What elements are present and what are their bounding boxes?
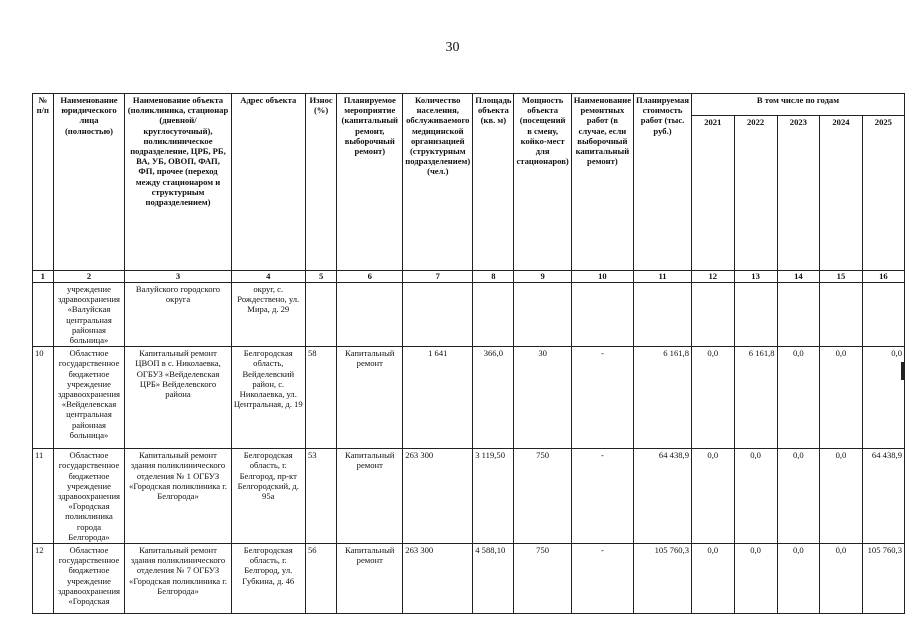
row-number: 12 — [33, 544, 54, 614]
repair-plan-table — [32, 93, 905, 614]
legal-entity: учреждение здравоохранения «Валуйская центральная районная больница» — [53, 283, 125, 347]
object-name: Капитальный ремонт здания поликлинического отделения № 7 ОГБУЗ «Городская поликлиника г. Белгорода» — [125, 544, 231, 614]
header-repair-works: Наименование ремонтных работ (в случае, если выборочный капитальный ремонт) — [571, 94, 633, 271]
column-number: 7 — [403, 271, 473, 283]
column-number: 4 — [231, 271, 305, 283]
planned-event — [337, 283, 403, 347]
header-years-group: В том числе по годам — [692, 94, 905, 116]
column-number: 1 — [33, 271, 54, 283]
cost-2023: 0,0 — [777, 544, 820, 614]
header-planned-cost: Планируемая стоимость работ (тыс. руб.) — [634, 94, 692, 271]
row-number: 10 — [33, 347, 54, 449]
cost-2022: 0,0 — [734, 449, 777, 544]
planned-cost: 6 161,8 — [634, 347, 692, 449]
repair-works — [571, 283, 633, 347]
column-number: 12 — [692, 271, 735, 283]
population: 263 300 — [403, 544, 473, 614]
wear-percent — [305, 283, 336, 347]
object-address: Белгородская область, г. Белгород, пр-кт Белгородский, д. 95а — [231, 449, 305, 544]
column-number: 14 — [777, 271, 820, 283]
column-number: 15 — [820, 271, 863, 283]
column-number: 11 — [634, 271, 692, 283]
column-number: 5 — [305, 271, 336, 283]
cost-2024: 0,0 — [820, 544, 863, 614]
object-address: Белгородская область, Вейделевский район, с. Николаевка, ул. Центральная, д. 19 — [231, 347, 305, 449]
wear-percent: 53 — [305, 449, 336, 544]
cost-2021 — [692, 283, 735, 347]
header-capacity: Мощность объекта (посещений в смену, койко-мест для стационаров) — [514, 94, 571, 271]
header-year-2023: 2023 — [777, 116, 820, 271]
cost-2021: 0,0 — [692, 449, 735, 544]
header-object-name: Наименование объекта (поликлиника, стационар (дневной/круглосуточный), поликлиническое подразделение, ЦРБ, РБ, ВА, УБ, ОВОП, ФАП, ФП, прочее (переход между стационаром и структурным подразделением) — [125, 94, 231, 271]
column-number: 3 — [125, 271, 231, 283]
cost-2021: 0,0 — [692, 544, 735, 614]
planned-event: Капитальный ремонт — [337, 347, 403, 449]
table-row — [33, 449, 905, 544]
header-legal-entity: Наименование юридического лица (полностью) — [53, 94, 125, 271]
cost-2023: 0,0 — [777, 347, 820, 449]
area: 366,0 — [473, 347, 514, 449]
object-address: округ, с. Рождествено, ул. Мира, д. 29 — [231, 283, 305, 347]
cost-2025: 0,0 — [862, 347, 904, 449]
header-area: Площадь объекта (кв. м) — [473, 94, 514, 271]
planned-cost: 105 760,3 — [634, 544, 692, 614]
population — [403, 283, 473, 347]
capacity: 750 — [514, 544, 571, 614]
page-number: 30 — [445, 40, 460, 55]
area — [473, 283, 514, 347]
column-number: 6 — [337, 271, 403, 283]
cost-2022: 6 161,8 — [734, 347, 777, 449]
cost-2025 — [862, 283, 904, 347]
wear-percent: 58 — [305, 347, 336, 449]
column-number: 9 — [514, 271, 571, 283]
object-name: Капитальный ремонт здания поликлинического отделения № 1 ОГБУЗ «Городская поликлиника г. Белгорода» — [125, 449, 231, 544]
cost-2023 — [777, 283, 820, 347]
legal-entity: Областное государственное бюджетное учреждение здравоохранения «Городская — [53, 544, 125, 614]
column-number: 16 — [862, 271, 904, 283]
object-address: Белгородская область, г. Белгород, ул. Губкина, д. 46 — [231, 544, 305, 614]
cost-2024: 0,0 — [820, 347, 863, 449]
planned-event: Капитальный ремонт — [337, 544, 403, 614]
column-number: 8 — [473, 271, 514, 283]
row-number — [33, 283, 54, 347]
column-number: 2 — [53, 271, 125, 283]
cost-2023: 0,0 — [777, 449, 820, 544]
repair-works: - — [571, 449, 633, 544]
planned-event: Капитальный ремонт — [337, 449, 403, 544]
capacity: 30 — [514, 347, 571, 449]
header-population: Количество населения, обслуживаемого медицинской организацией (структурным подразделением) (чел.) — [403, 94, 473, 271]
header-number: № п/п — [33, 94, 54, 271]
cost-2021: 0,0 — [692, 347, 735, 449]
repair-works: - — [571, 544, 633, 614]
area: 3 119,50 — [473, 449, 514, 544]
header-year-2025: 2025 — [862, 116, 904, 271]
area: 4 588,10 — [473, 544, 514, 614]
object-name: Валуйского городского округа — [125, 283, 231, 347]
capacity — [514, 283, 571, 347]
table-row — [33, 544, 905, 614]
column-number: 10 — [571, 271, 633, 283]
cost-2024 — [820, 283, 863, 347]
header-address: Адрес объекта — [231, 94, 305, 271]
object-name: Капитальный ремонт ЦВОП в с. Николаевка, ОГБУЗ «Вейделевская ЦРБ» Вейделевского района — [125, 347, 231, 449]
population: 263 300 — [403, 449, 473, 544]
cost-2022 — [734, 283, 777, 347]
capacity: 750 — [514, 449, 571, 544]
cost-2025: 105 760,3 — [862, 544, 904, 614]
scan-edge-mark — [901, 362, 904, 380]
repair-works: - — [571, 347, 633, 449]
table-row — [33, 283, 905, 347]
header-year-2022: 2022 — [734, 116, 777, 271]
column-number: 13 — [734, 271, 777, 283]
population: 1 641 — [403, 347, 473, 449]
cost-2022: 0,0 — [734, 544, 777, 614]
row-number: 11 — [33, 449, 54, 544]
cost-2025: 64 438,9 — [862, 449, 904, 544]
cost-2024: 0,0 — [820, 449, 863, 544]
header-year-2021: 2021 — [692, 116, 735, 271]
planned-cost — [634, 283, 692, 347]
planned-cost: 64 438,9 — [634, 449, 692, 544]
legal-entity: Областное государственное бюджетное учреждение здравоохранения «Вейделевская центральная районная больница» — [53, 347, 125, 449]
legal-entity: Областное государственное бюджетное учреждение здравоохранения «Городская поликлиника города Белгорода» — [53, 449, 125, 544]
header-wear: Износ (%) — [305, 94, 336, 271]
wear-percent: 56 — [305, 544, 336, 614]
header-year-2024: 2024 — [820, 116, 863, 271]
column-number-row — [33, 271, 905, 283]
header-planned-event: Планируемое мероприятие (капитальный ремонт, выборочный ремонт) — [337, 94, 403, 271]
table-row — [33, 347, 905, 449]
